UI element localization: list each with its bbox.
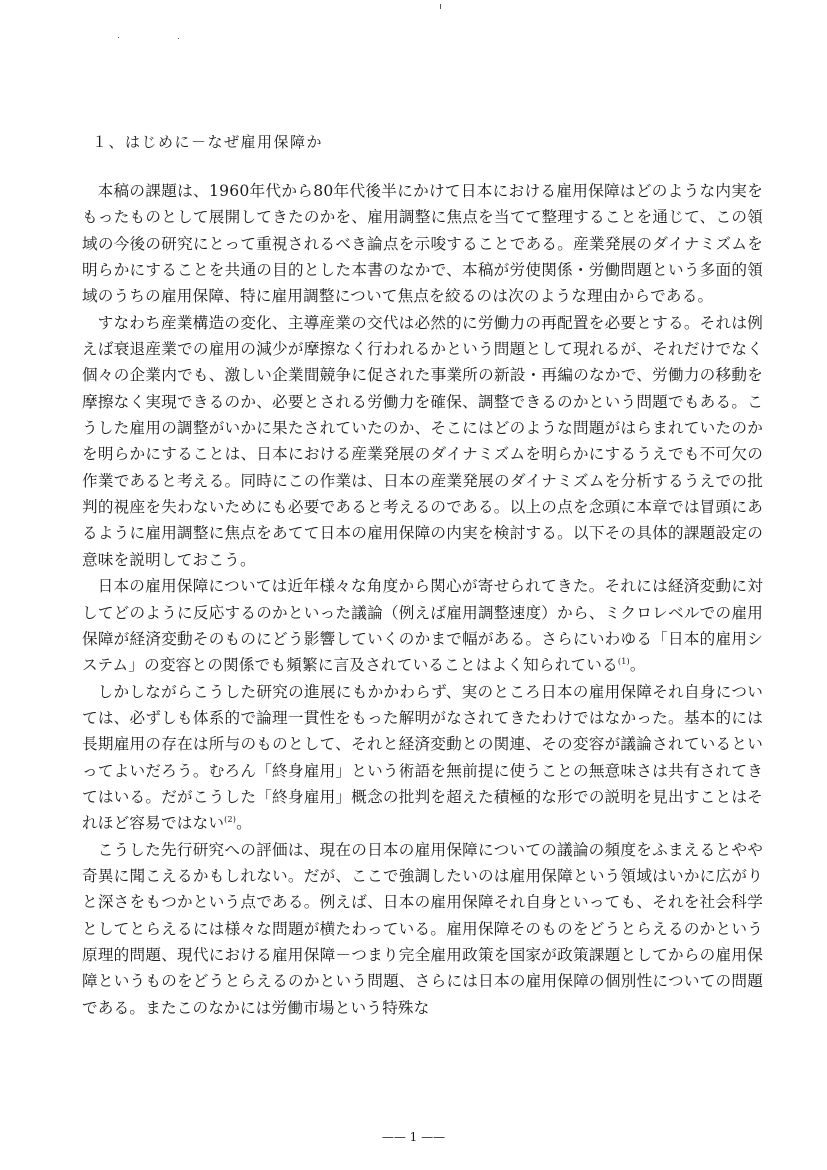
scan-speck <box>178 38 179 39</box>
footnote-marker: (2) <box>224 815 237 825</box>
page-number: —— 1 —— <box>381 1130 446 1144</box>
paragraph: すなわち産業構造の変化、主導産業の交代は必然的に労働力の再配置を必要とする。それは例えば衰退産業での雇用の減少が摩擦なく行われるかという問題として現れるが、それだけでなく個々の企業内でも、激しい企業間競争に促された事業所の新設・再編のなかで、労働力の移動を摩擦なく実現できるのか、必要とされる労働力を確保、調整できるのかという問題でもある。こうした雇用の調整がいかに果たされていたのか、そこにはどのような問題がはらまれていたのかを明らかにすることは、日本における産業発展のダイナミズムを明らかにするうえでも不可欠の作業であると考える。同時にこの作業は、日本の産業発展のダイナミズムを分析するうえでの批判的視座を失わないためにも必要であると考えるのである。以上の点を念頭に本章では冒頭にあるように雇用調整に焦点をあてて日本の雇用保障の内実を検討する。以下その具体的課題設定の意味を説明しておこう。 <box>82 313 763 569</box>
section-heading: １、はじめに－なぜ雇用保障か <box>92 133 324 151</box>
paragraph: 日本の雇用保障については近年様々な角度から関心が寄せられてきた。それには経済変動に対してどのように反応するのかといった議論（例えば雇用調整速度）から、ミクロレベルでの雇用保障が経済変動そのものにどう影響していくのかまで幅がある。さらにいわゆる「日本的雇用システム」の変容との関係でも頻繁に言及されていることはよく知られている$^{(1)}$。 <box>82 577 763 675</box>
paragraph: しかしながらこうした研究の進展にもかかわらず、実のところ日本の雇用保障それ自身については、必ずしも体系的で論理一貫性をもった解明がなされてきたわけではなかった。基本的には長期雇用の存在は所与のものとして、それと経済変動との関連、その変容が議論されているといってよいだろう。むろん「終身雇用」という術語を無前提に使うことの無意味さは共有されてきてはいる。だがこうした「終身雇用」概念の批判を超えた積極的な形での説明を見出すことはそれほど容易ではない$^{(2)}$。 <box>82 682 763 833</box>
scan-speck <box>440 4 441 9</box>
footnote-marker: (1) <box>617 657 630 667</box>
body-text <box>82 178 763 1021</box>
paragraph: こうした先行研究への評価は、現在の日本の雇用保障についての議論の頻度をふまえるとやや奇異に聞こえるかもしれない。だが、ここで強調したいのは雇用保障という領域はいかに広がりと深さをもつかという点である。例えば、日本の雇用保障それ自身といっても、それを社会科学としてとらえるには様々な問題が横たわっている。雇用保障そのものをどうとらえるのかという原理的問題、現代における雇用保障－つまり完全雇用政策を国家が政策課題としてからの雇用保障というものをどうとらえるのかという問題、さらには日本の雇用保障の個別性についての問題である。またこのなかには労働市場という特殊な <box>82 840 763 1017</box>
paragraph: 本稿の課題は、1960年代から80年代後半にかけて日本における雇用保障はどのような内実をもったものとして展開してきたのかを、雇用調整に焦点を当てて整理することを通じて、この領域の今後の研究にとって重視されるべき論点を示唆することである。産業発展のダイナミズムを明らかにすることを共通の目的とした本書のなかで、本稿が労使関係・労働問題という多面的領域のうちの雇用保障、特に雇用調整について焦点を絞るのは次のような理由からである。 <box>82 182 763 306</box>
scan-speck <box>118 37 119 38</box>
